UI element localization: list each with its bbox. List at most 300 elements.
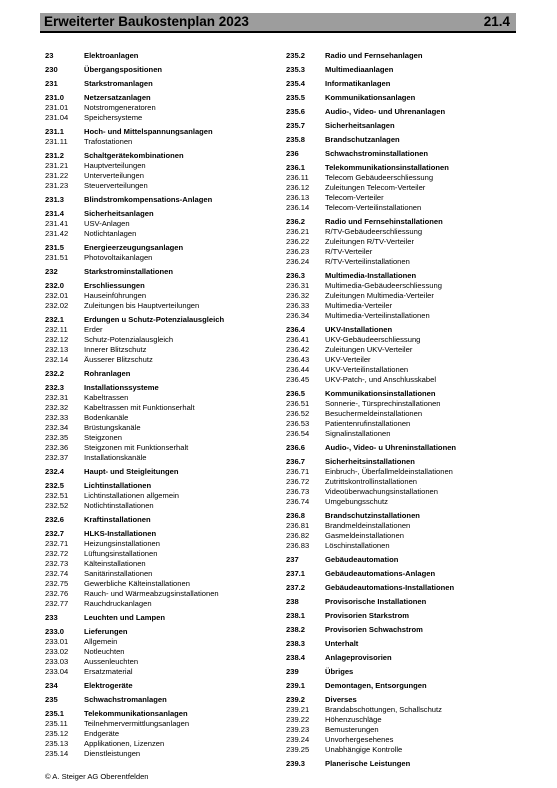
heading-row: [286, 681, 516, 691]
code-number: 235.7: [286, 121, 306, 130]
code-label: Provisorien Starkstrom: [325, 611, 409, 620]
code-number: 233.03: [45, 657, 69, 666]
code-label: Starkstrominstallationen: [84, 267, 174, 276]
code-row: [286, 419, 516, 429]
heading-row: [286, 667, 516, 677]
code-label: Lüftungsinstallationen: [84, 549, 158, 558]
heading-row: [45, 383, 275, 393]
code-label: Gebäudeautomations-Installationen: [325, 583, 455, 592]
code-row: [286, 345, 516, 355]
code-number: 236.52: [286, 409, 310, 418]
heading-row: [286, 653, 516, 663]
code-label: UKV-Installationen: [325, 325, 393, 334]
code-number: 239.3: [286, 759, 306, 768]
code-label: Kommunikationsanlagen: [325, 93, 416, 102]
code-row: [286, 355, 516, 365]
code-row: [45, 423, 275, 433]
code-label: Blindstromkompensations-Anlagen: [84, 195, 213, 204]
code-number: 236.51: [286, 399, 310, 408]
code-number: 235.12: [45, 729, 69, 738]
code-row: [286, 257, 516, 267]
code-number: 23: [45, 51, 54, 60]
code-number: 231: [45, 79, 58, 88]
heading-row: [45, 481, 275, 491]
code-label: Sicherheitsanlagen: [325, 121, 395, 130]
code-row: [286, 291, 516, 301]
code-label: Lichtinstallationen allgemein: [84, 491, 179, 500]
code-row: [45, 501, 275, 511]
code-row: [45, 647, 275, 657]
code-row: [286, 477, 516, 487]
code-number: 239.24: [286, 735, 310, 744]
code-label: Höhenzuschläge: [325, 715, 382, 724]
code-row: [286, 399, 516, 409]
code-number: 232.14: [45, 355, 69, 364]
code-number: 236.6: [286, 443, 306, 452]
code-row: [45, 559, 275, 569]
code-row: [286, 247, 516, 257]
code-number: 238.4: [286, 653, 306, 662]
code-row: [286, 745, 516, 755]
code-row: [45, 229, 275, 239]
heading-row: [45, 51, 275, 61]
heading-row: [286, 759, 516, 769]
code-label: Elektroanlagen: [84, 51, 139, 60]
code-number: 236.71: [286, 467, 310, 476]
code-number: 231.42: [45, 229, 69, 238]
code-label: Dienstleistungen: [84, 749, 141, 758]
code-number: 236.7: [286, 457, 306, 466]
code-number: 232.72: [45, 549, 69, 558]
code-label: Allgemein: [84, 637, 118, 646]
heading-row: [45, 467, 275, 477]
heading-row: [286, 625, 516, 635]
code-number: 235.8: [286, 135, 306, 144]
code-row: [286, 227, 516, 237]
code-number: 235.14: [45, 749, 69, 758]
heading-row: [286, 271, 516, 281]
code-number: 233.01: [45, 637, 69, 646]
code-label: Gebäudeautomation: [325, 555, 399, 564]
code-label: Multimedia-Verteiler: [325, 301, 393, 310]
code-number: 231.1: [45, 127, 65, 136]
code-row: [45, 393, 275, 403]
code-number: 236.1: [286, 163, 306, 172]
code-label: Bemusterungen: [325, 725, 379, 734]
heading-row: [286, 583, 516, 593]
heading-row: [45, 209, 275, 219]
code-number: 232.1: [45, 315, 65, 324]
code-number: 231.11: [45, 137, 68, 146]
code-number: 237: [286, 555, 299, 564]
heading-row: [286, 163, 516, 173]
code-label: Elektrogeräte: [84, 681, 133, 690]
code-label: R/TV-Verteilinstallationen: [325, 257, 410, 266]
code-label: Audio-, Video- und Uhrenanlagen: [325, 107, 446, 116]
chapter-number: 21.4: [483, 14, 510, 29]
code-number: 236.21: [286, 227, 310, 236]
code-number: 231.3: [45, 195, 65, 204]
code-number: 235: [45, 695, 58, 704]
code-label: Hauseinführungen: [84, 291, 147, 300]
code-label: Heizungsinstallationen: [84, 539, 160, 548]
heading-row: [286, 135, 516, 145]
code-number: 232.35: [45, 433, 69, 442]
heading-row: [45, 79, 275, 89]
code-row: [286, 429, 516, 439]
code-row: [45, 219, 275, 229]
code-number: 232.02: [45, 301, 69, 310]
code-row: [45, 453, 275, 463]
code-row: [45, 443, 275, 453]
code-row: [286, 715, 516, 725]
code-label: Zutrittskontrollinstallationen: [325, 477, 418, 486]
code-label: Schutz-Potenzialausgleich: [84, 335, 174, 344]
code-number: 236.2: [286, 217, 306, 226]
code-number: 232: [45, 267, 58, 276]
code-number: 232.4: [45, 467, 65, 476]
code-number: 235.2: [286, 51, 306, 60]
heading-row: [45, 195, 275, 205]
code-label: Schwachstrominstallationen: [325, 149, 428, 158]
code-label: Brandmeldeinstallationen: [325, 521, 411, 530]
heading-row: [45, 93, 275, 103]
code-label: Erschliessungen: [84, 281, 145, 290]
code-label: Gewerbliche Kälteinstallationen: [84, 579, 190, 588]
code-label: Radio und Fernsehanlagen: [325, 51, 423, 60]
code-label: Haupt- und Steigleitungen: [84, 467, 179, 476]
code-row: [286, 365, 516, 375]
code-label: Schaltgerätekombinationen: [84, 151, 184, 160]
heading-row: [286, 389, 516, 399]
code-row: [286, 375, 516, 385]
code-number: 235.1: [45, 709, 65, 718]
code-row: [286, 301, 516, 311]
heading-row: [286, 325, 516, 335]
heading-row: [286, 107, 516, 117]
code-number: 236.44: [286, 365, 310, 374]
code-row: [45, 161, 275, 171]
code-row: [45, 253, 275, 263]
code-row: [45, 739, 275, 749]
code-label: Provisorische Installationen: [325, 597, 427, 606]
code-label: Signalinstallationen: [325, 429, 391, 438]
code-label: Zuleitungen Multimedia-Verteiler: [325, 291, 434, 300]
code-label: Rauch- und Wärmeabzugsinstallationen: [84, 589, 219, 598]
code-number: 232.77: [45, 599, 69, 608]
code-number: 233: [45, 613, 58, 622]
code-number: 231.04: [45, 113, 69, 122]
code-label: Telecom-Verteiler: [325, 193, 384, 202]
code-label: Sonnerie-, Türsprechinstallationen: [325, 399, 441, 408]
code-number: 236.41: [286, 335, 310, 344]
heading-row: [45, 65, 275, 75]
code-row: [286, 541, 516, 551]
code-number: 230: [45, 65, 58, 74]
code-number: 239.22: [286, 715, 310, 724]
heading-row: [286, 639, 516, 649]
code-number: 233.0: [45, 627, 65, 636]
code-row: [45, 589, 275, 599]
code-number: 236.72: [286, 477, 310, 486]
code-number: 232.37: [45, 453, 69, 462]
right-column: [286, 51, 516, 769]
code-row: [45, 335, 275, 345]
code-row: [45, 719, 275, 729]
code-label: USV-Anlagen: [84, 219, 130, 228]
code-row: [45, 103, 275, 113]
code-number: 231.2: [45, 151, 65, 160]
code-number: 236.45: [286, 375, 310, 384]
code-number: 236.32: [286, 291, 310, 300]
code-number: 236.8: [286, 511, 306, 520]
code-number: 236.82: [286, 531, 310, 540]
code-number: 235.4: [286, 79, 306, 88]
code-row: [286, 705, 516, 715]
code-label: Umgebungsschutz: [325, 497, 388, 506]
code-number: 232.75: [45, 579, 69, 588]
code-number: 235.13: [45, 739, 69, 748]
heading-row: [286, 79, 516, 89]
code-label: Unabhängige Kontrolle: [325, 745, 403, 754]
left-column: [45, 51, 275, 759]
code-label: Zuleitungen bis Hauptverteilungen: [84, 301, 200, 310]
code-number: 239: [286, 667, 299, 676]
code-number: 236: [286, 149, 299, 158]
code-label: Energieerzeugungsanlagen: [84, 243, 184, 252]
code-label: Brandabschottungen, Schallschutz: [325, 705, 442, 714]
code-number: 236.81: [286, 521, 310, 530]
heading-row: [286, 597, 516, 607]
code-number: 236.4: [286, 325, 306, 334]
heading-row: [286, 443, 516, 453]
code-label: Kraftinstallationen: [84, 515, 151, 524]
code-label: Demontagen, Entsorgungen: [325, 681, 427, 690]
heading-row: [45, 709, 275, 719]
code-row: [45, 667, 275, 677]
code-label: Multimedia-Installationen: [325, 271, 417, 280]
code-number: 236.11: [286, 173, 309, 182]
code-row: [45, 569, 275, 579]
code-number: 236.83: [286, 541, 310, 550]
heading-row: [286, 149, 516, 159]
code-label: Telekommunikationsinstallationen: [325, 163, 449, 172]
code-number: 236.33: [286, 301, 310, 310]
code-label: Lichtinstallationen: [84, 481, 152, 490]
code-label: Äusserer Blitzschutz: [84, 355, 153, 364]
code-number: 232.11: [45, 325, 68, 334]
code-label: Planerische Leistungen: [325, 759, 411, 768]
code-label: Notstromgeneratoren: [84, 103, 156, 112]
code-number: 232.0: [45, 281, 65, 290]
code-label: Telekommunikationsanlagen: [84, 709, 188, 718]
code-label: Leuchten und Lampen: [84, 613, 166, 622]
code-number: 236.13: [286, 193, 310, 202]
heading-row: [286, 457, 516, 467]
code-label: Videoüberwachungsinstallationen: [325, 487, 439, 496]
heading-row: [286, 695, 516, 705]
heading-row: [45, 613, 275, 623]
code-number: 236.12: [286, 183, 310, 192]
code-label: Erder: [84, 325, 103, 334]
code-label: Ersatzmaterial: [84, 667, 133, 676]
code-row: [45, 579, 275, 589]
code-row: [45, 599, 275, 609]
code-row: [286, 173, 516, 183]
code-number: 231.4: [45, 209, 65, 218]
heading-row: [45, 267, 275, 277]
code-label: Sicherheitsinstallationen: [325, 457, 415, 466]
code-label: Steigzonen: [84, 433, 122, 442]
code-label: R/TV-Gebäudeerschliessung: [325, 227, 423, 236]
code-number: 231.0: [45, 93, 65, 102]
code-label: Sanitärinstallationen: [84, 569, 153, 578]
code-number: 232.3: [45, 383, 65, 392]
heading-row: [45, 243, 275, 253]
code-number: 232.36: [45, 443, 69, 452]
code-row: [286, 311, 516, 321]
code-row: [286, 725, 516, 735]
code-row: [286, 487, 516, 497]
code-number: 231.51: [45, 253, 69, 262]
code-row: [45, 137, 275, 147]
code-row: [45, 345, 275, 355]
code-number: 232.52: [45, 501, 69, 510]
code-label: Innerer Blitzschutz: [84, 345, 147, 354]
code-number: 239.1: [286, 681, 306, 690]
code-label: Multimedia-Gebäudeerschliessung: [325, 281, 442, 290]
code-row: [45, 171, 275, 181]
code-label: Rauchdruckanlagen: [84, 599, 152, 608]
code-label: Multimediaanlagen: [325, 65, 394, 74]
code-number: 236.43: [286, 355, 310, 364]
code-label: Unvorhergesehenes: [325, 735, 394, 744]
code-label: Unterverteilungen: [84, 171, 144, 180]
code-number: 236.31: [286, 281, 310, 290]
code-row: [286, 521, 516, 531]
code-label: Notlichtanlagen: [84, 229, 137, 238]
code-label: Installationssysteme: [84, 383, 159, 392]
code-number: 232.73: [45, 559, 69, 568]
code-label: Zuleitungen Telecom-Verteiler: [325, 183, 426, 192]
code-number: 232.51: [45, 491, 69, 500]
code-row: [286, 183, 516, 193]
heading-row: [286, 511, 516, 521]
heading-row: [286, 569, 516, 579]
code-label: Starkstromanlagen: [84, 79, 153, 88]
code-label: Hauptverteilungen: [84, 161, 146, 170]
code-number: 232.34: [45, 423, 69, 432]
code-label: Notleuchten: [84, 647, 125, 656]
code-number: 239.2: [286, 695, 306, 704]
code-row: [45, 539, 275, 549]
code-number: 231.22: [45, 171, 69, 180]
heading-row: [286, 65, 516, 75]
code-number: 238.1: [286, 611, 306, 620]
code-label: UKV-Gebäudeerschliessung: [325, 335, 421, 344]
code-label: Sicherheitsanlagen: [84, 209, 154, 218]
code-label: Kälteinstallationen: [84, 559, 146, 568]
code-label: Endgeräte: [84, 729, 120, 738]
code-row: [286, 193, 516, 203]
copyright-footer: © A. Steiger AG Oberentfelden: [45, 772, 149, 781]
code-row: [286, 497, 516, 507]
code-label: Speichersysteme: [84, 113, 143, 122]
code-row: [286, 237, 516, 247]
code-number: 232.32: [45, 403, 69, 412]
code-label: Gebäudeautomations-Anlagen: [325, 569, 436, 578]
code-row: [286, 203, 516, 213]
heading-row: [286, 121, 516, 131]
heading-row: [45, 151, 275, 161]
code-label: UKV-Verteilinstallationen: [325, 365, 409, 374]
code-label: Rohranlagen: [84, 369, 131, 378]
code-label: Zuleitungen R/TV-Verteiler: [325, 237, 415, 246]
code-label: Gasmeldeinstallationen: [325, 531, 404, 540]
code-number: 238.2: [286, 625, 306, 634]
code-number: 237.1: [286, 569, 306, 578]
code-label: Aussenleuchten: [84, 657, 139, 666]
code-number: 232.2: [45, 369, 65, 378]
code-label: Telecom Gebäudeerschliessung: [325, 173, 434, 182]
code-row: [45, 657, 275, 667]
code-number: 232.33: [45, 413, 69, 422]
code-label: Kabeltrassen: [84, 393, 129, 402]
heading-row: [286, 93, 516, 103]
code-label: Unterhalt: [325, 639, 359, 648]
heading-row: [286, 217, 516, 227]
page-header: [40, 13, 516, 33]
code-label: Steigzonen mit Funktionserhalt: [84, 443, 189, 452]
code-row: [45, 403, 275, 413]
code-row: [45, 181, 275, 191]
heading-row: [45, 627, 275, 637]
heading-row: [45, 529, 275, 539]
code-label: Brandschutzinstallationen: [325, 511, 420, 520]
code-label: Übriges: [325, 667, 354, 676]
code-number: 232.6: [45, 515, 65, 524]
code-label: R/TV-Verteiler: [325, 247, 373, 256]
heading-row: [45, 127, 275, 137]
code-number: 231.21: [45, 161, 69, 170]
heading-row: [45, 281, 275, 291]
code-number: 239.23: [286, 725, 310, 734]
code-number: 232.13: [45, 345, 69, 354]
code-label: Audio-, Video- u Uhreninstallationen: [325, 443, 457, 452]
code-number: 236.42: [286, 345, 310, 354]
code-label: Übergangspositionen: [84, 65, 163, 74]
code-label: Besuchermeldeinstallationen: [325, 409, 423, 418]
heading-row: [45, 369, 275, 379]
code-row: [286, 467, 516, 477]
code-number: 232.12: [45, 335, 69, 344]
code-row: [45, 749, 275, 759]
code-number: 236.54: [286, 429, 310, 438]
code-number: 233.02: [45, 647, 69, 656]
code-label: Informatikanlagen: [325, 79, 391, 88]
code-label: Einbruch-, Überfallmeldeinstallationen: [325, 467, 453, 476]
code-number: 233.04: [45, 667, 69, 676]
code-number: 232.31: [45, 393, 69, 402]
code-label: Diverses: [325, 695, 357, 704]
heading-row: [45, 695, 275, 705]
code-number: 231.23: [45, 181, 69, 190]
code-number: 232.01: [45, 291, 69, 300]
heading-row: [286, 611, 516, 621]
code-label: Hoch- und Mittelspannungsanlagen: [84, 127, 213, 136]
code-label: Photovoltaikanlagen: [84, 253, 153, 262]
code-label: Kabeltrassen mit Funktionserhalt: [84, 403, 195, 412]
